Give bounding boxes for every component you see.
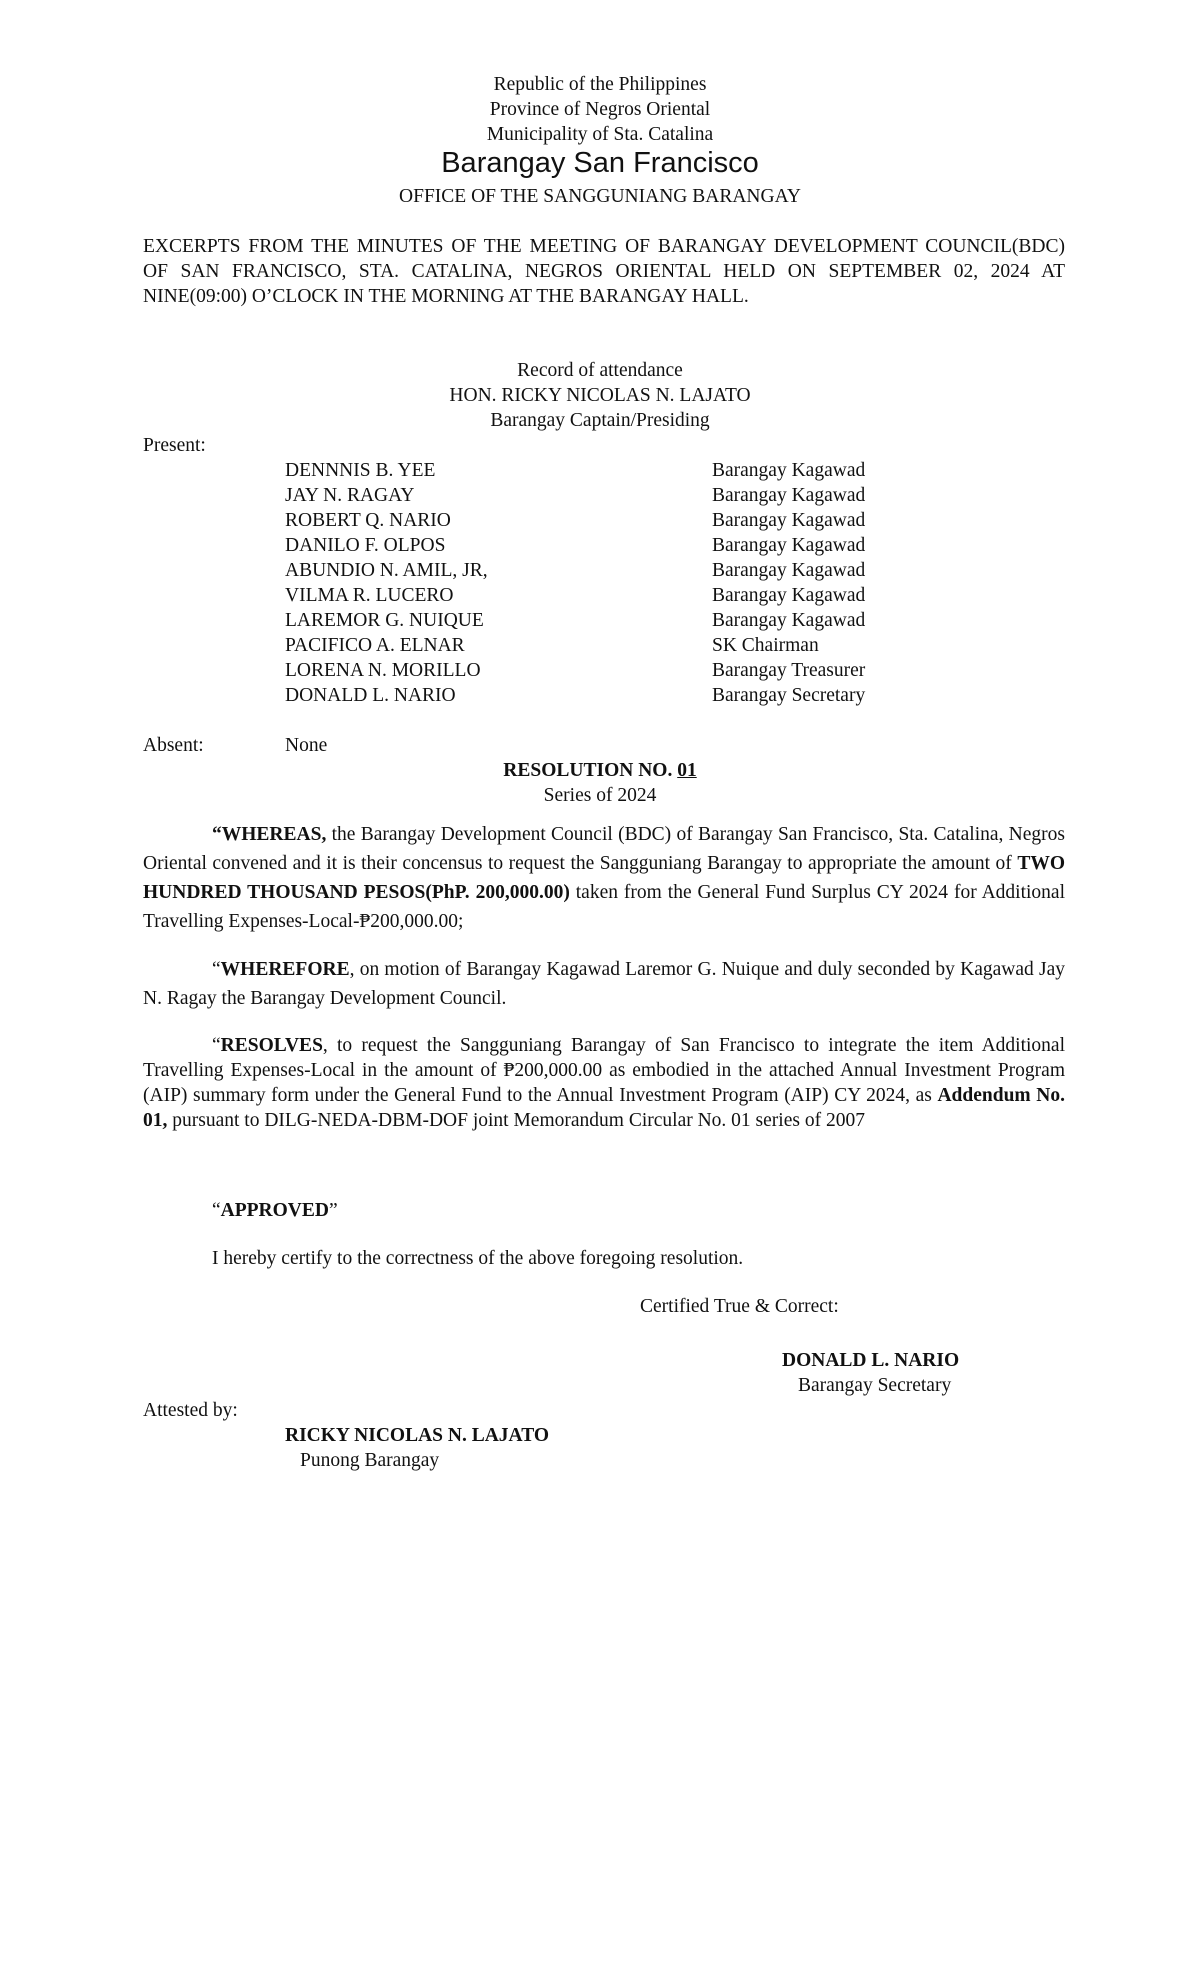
secretary-name: DONALD L. NARIO <box>782 1350 960 1371</box>
member-name: DENNNIS B. YEE <box>285 460 436 481</box>
header-barangay: Barangay San Francisco <box>441 147 759 179</box>
member-position: Barangay Treasurer <box>712 660 866 681</box>
member-name: LAREMOR G. NUIQUE <box>285 610 484 631</box>
resolution-series: Series of 2024 <box>543 785 657 806</box>
member-name: LORENA N. MORILLO <box>285 660 481 681</box>
member-name: DONALD L. NARIO <box>285 685 456 706</box>
member-name: ABUNDIO N. AMIL, JR, <box>285 560 488 581</box>
certify-statement: I hereby certify to the correctness of the above foregoing resolution. <box>212 1248 744 1269</box>
member-position: Barangay Kagawad <box>712 560 866 581</box>
absent-value: None <box>285 735 328 756</box>
member-position: Barangay Kagawad <box>712 460 866 481</box>
member-position: SK Chairman <box>712 635 819 656</box>
wherefore-open-quote: “ <box>212 959 221 980</box>
absent-label: Absent: <box>143 735 204 756</box>
member-position: Barangay Kagawad <box>712 610 866 631</box>
header-province: Province of Negros Oriental <box>489 99 711 120</box>
resolution-title <box>0 758 1200 783</box>
wherefore-text: , on motion of Barangay Kagawad Laremor G. Nuique and duly seconded by Kagawad Jay N. Ragay the Barangay Development Council. <box>143 959 1065 1009</box>
member-position: Barangay Kagawad <box>712 485 866 506</box>
header-municipality: Municipality of Sta. Catalina <box>486 124 714 145</box>
member-name: ROBERT Q. NARIO <box>285 510 451 531</box>
whereas-paragraph <box>143 820 1065 936</box>
resolves-lead: RESOLVES <box>220 1035 323 1056</box>
wherefore-lead: WHEREFORE <box>220 959 350 980</box>
resolves-open-quote: “ <box>212 1035 221 1056</box>
resolution-title-prefix: RESOLUTION NO. <box>503 760 678 781</box>
resolves-paragraph <box>143 1033 1065 1133</box>
member-name: DANILO F. OLPOS <box>285 535 446 556</box>
approved-line <box>212 1198 338 1223</box>
resolution-number: 01 <box>677 760 697 781</box>
excerpt-paragraph: EXCERPTS FROM THE MINUTES OF THE MEETING OF BARANGAY DEVELOPMENT COUNCIL(BDC) OF SAN FRANCISCO, STA. CATALINA, NEGROS ORIENTAL HELD ON SEPTEMBER 02, 2024 AT NINE(09:00) O’CLOCK IN THE MORNING AT THE BARANGAY HALL. <box>143 236 1065 307</box>
member-name: VILMA R. LUCERO <box>285 585 454 606</box>
resolves-addendum: Addendum No. 01, <box>143 1085 1065 1131</box>
presiding-name: HON. RICKY NICOLAS N. LAJATO <box>449 385 751 406</box>
whereas-lead: “WHEREAS, <box>212 824 327 845</box>
member-position: Barangay Secretary <box>712 685 866 706</box>
secretary-title: Barangay Secretary <box>798 1375 952 1396</box>
presiding-title: Barangay Captain/Presiding <box>490 410 710 431</box>
header-republic: Republic of the Philippines <box>493 74 707 95</box>
approved-close-quote: ” <box>328 1200 338 1221</box>
attested-label: Attested by: <box>143 1400 238 1421</box>
member-name: JAY N. RAGAY <box>285 485 415 506</box>
resolves-text: , to request the Sangguniang Barangay of San Francisco to integrate the item Additional Travelling Expenses-Local in the amount of ₱200,000.00 as embodied in the attached Annual Investment Program (AIP) summary form under the General Fund to the Annual Investment Program (AIP) CY 2024, as <box>143 1035 1065 1106</box>
wherefore-paragraph <box>143 955 1065 1013</box>
whereas-amount: TWO HUNDRED THOUSAND PESOS(PhP. 200,000.00) <box>143 853 1065 903</box>
present-label: Present: <box>143 435 206 456</box>
attendance-title: Record of attendance <box>517 360 683 381</box>
member-name: PACIFICO A. ELNAR <box>285 635 465 656</box>
member-position: Barangay Kagawad <box>712 510 866 531</box>
approved-text: APPROVED <box>220 1200 329 1221</box>
captain-name: RICKY NICOLAS N. LAJATO <box>285 1425 550 1446</box>
whereas-text-end: taken from the General Fund Surplus CY 2024 for Additional Travelling Expenses-Local-₱200,000.00; <box>143 882 1065 932</box>
approved-open-quote: “ <box>212 1200 221 1221</box>
member-position: Barangay Kagawad <box>712 585 866 606</box>
whereas-text: the Barangay Development Council (BDC) of Barangay San Francisco, Sta. Catalina, Negros Oriental convened and it is their concensus to request the Sangguniang Barangay to appropriate the amount of <box>143 824 1065 874</box>
resolves-text-end: pursuant to DILG-NEDA-DBM-DOF joint Memorandum Circular No. 01 series of 2007 <box>167 1110 865 1131</box>
captain-title: Punong Barangay <box>300 1450 440 1471</box>
header-office: OFFICE OF THE SANGGUNIANG BARANGAY <box>399 186 801 207</box>
member-position: Barangay Kagawad <box>712 535 866 556</box>
certified-label: Certified True & Correct: <box>640 1296 839 1317</box>
